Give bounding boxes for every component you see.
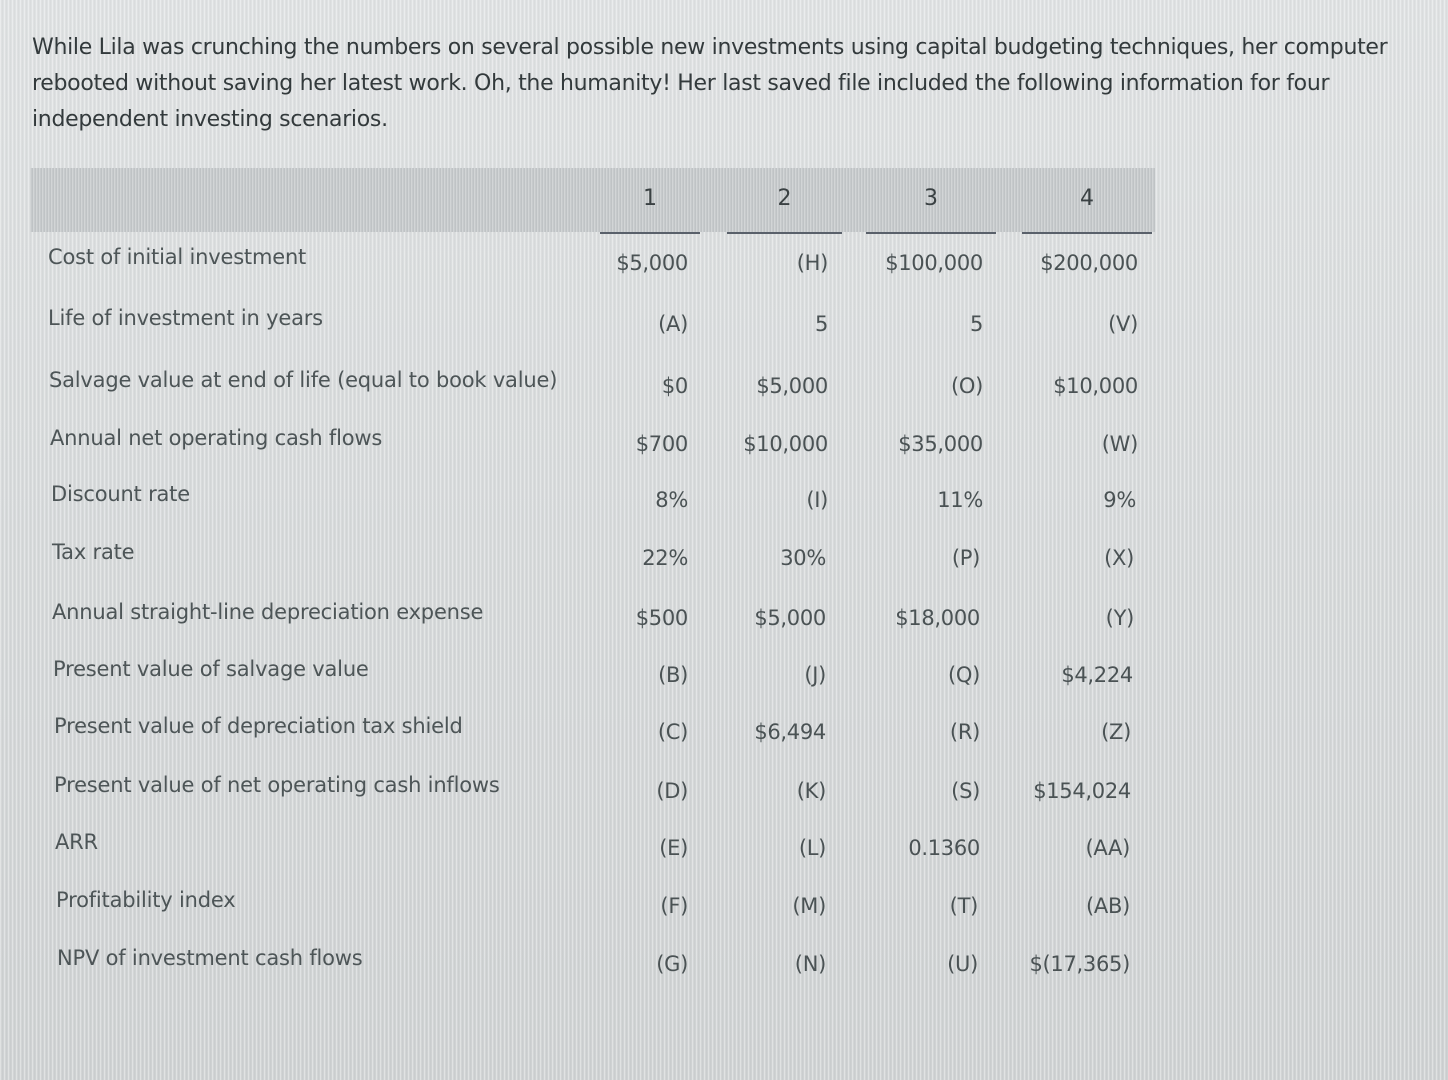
column-rule-1: [600, 232, 700, 234]
table-cell-col-2: (H): [796, 251, 828, 275]
table-cell-col-3: 5: [969, 312, 983, 336]
row-label: Present value of depreciation tax shield: [54, 714, 463, 738]
row-label: Tax rate: [52, 540, 135, 564]
table-cell-col-1: (A): [658, 312, 688, 336]
table-cell-col-3: $100,000: [885, 251, 983, 275]
column-rule-4: [1022, 232, 1152, 234]
table-cell-col-4: $(17,365): [1029, 952, 1130, 976]
row-label: Present value of net operating cash inflows: [54, 773, 500, 797]
table-cell-col-2: (N): [794, 952, 826, 976]
table-cell-col-2: (M): [792, 894, 826, 918]
table-cell-col-1: (B): [658, 663, 688, 687]
table-cell-col-4: (AB): [1086, 894, 1130, 918]
table-cell-col-2: (J): [804, 663, 826, 687]
column-rule-3: [866, 232, 996, 234]
column-header-3: 3: [924, 186, 938, 211]
table-cell-col-1: (G): [656, 952, 688, 976]
table-cell-col-4: $4,224: [1061, 663, 1133, 687]
table-cell-col-1: (D): [656, 779, 688, 803]
table-cell-col-2: 30%: [780, 546, 826, 570]
table-cell-col-4: $200,000: [1040, 251, 1138, 275]
table-cell-col-3: (O): [950, 374, 983, 398]
table-cell-col-3: (U): [947, 952, 978, 976]
column-header-2: 2: [777, 186, 792, 211]
row-label: Discount rate: [51, 482, 190, 506]
row-label: Annual net operating cash flows: [50, 426, 383, 450]
row-label: Annual straight-line depreciation expense: [52, 600, 484, 624]
row-label: Life of investment in years: [48, 306, 323, 330]
table-cell-col-4: $10,000: [1053, 374, 1138, 398]
intro-line-2: rebooted without saving her latest work. Oh, the humanity! Her last saved file included the following information for four: [32, 71, 1330, 96]
table-cell-col-2: (I): [806, 488, 828, 512]
table-cell-col-2: $5,000: [756, 374, 828, 398]
table-cell-col-1: $0: [661, 374, 688, 398]
table-cell-col-1: 22%: [642, 546, 688, 570]
intro-line-1: While Lila was crunching the numbers on several possible new investments using capital budgeting techniques, her computer: [32, 35, 1388, 60]
table-cell-col-4: (X): [1104, 546, 1134, 570]
table-cell-col-4: $154,024: [1033, 779, 1131, 803]
table-cell-col-2: $5,000: [754, 606, 826, 630]
table-cell-col-3: 11%: [937, 488, 983, 512]
table-cell-col-1: $500: [635, 606, 688, 630]
row-label: Present value of salvage value: [53, 657, 369, 681]
table-cell-col-3: (Q): [947, 663, 980, 687]
table-cell-col-2: 5: [814, 312, 828, 336]
table-cell-col-1: $5,000: [616, 251, 688, 275]
row-label: Profitability index: [56, 888, 236, 912]
table-cell-col-4: (W): [1101, 432, 1138, 456]
table-cell-col-3: 0.1360: [908, 836, 980, 860]
table-cell-col-4: (AA): [1085, 836, 1130, 860]
row-label: Salvage value at end of life (equal to book value): [49, 368, 558, 392]
table-cell-col-1: (E): [659, 836, 688, 860]
table-cell-col-2: $6,494: [754, 720, 826, 744]
table-cell-col-2: (K): [796, 779, 826, 803]
intro-line-3: independent investing scenarios.: [32, 107, 388, 132]
table-cell-col-1: (F): [660, 894, 688, 918]
row-label: NPV of investment cash flows: [57, 946, 363, 970]
table-cell-col-3: $18,000: [895, 606, 980, 630]
table-cell-col-1: (C): [657, 720, 688, 744]
table-cell-col-1: $700: [635, 432, 688, 456]
table-cell-col-3: $35,000: [898, 432, 983, 456]
table-cell-col-3: (R): [949, 720, 980, 744]
table-cell-col-3: (T): [949, 894, 978, 918]
table-cell-col-2: (L): [798, 836, 826, 860]
row-label: Cost of initial investment: [48, 245, 307, 269]
column-rule-2: [727, 232, 842, 234]
table-cell-col-3: (S): [951, 779, 980, 803]
column-header-1: 1: [643, 186, 657, 211]
table-cell-col-1: 8%: [655, 488, 688, 512]
intro-text: [32, 30, 1392, 138]
table-cell-col-4: (Y): [1105, 606, 1134, 630]
table-cell-col-4: (V): [1108, 312, 1138, 336]
table-cell-col-4: (Z): [1101, 720, 1131, 744]
table-cell-col-4: 9%: [1103, 488, 1136, 512]
table-cell-col-2: $10,000: [743, 432, 828, 456]
row-label: ARR: [55, 830, 98, 854]
table-cell-col-3: (P): [951, 546, 980, 570]
column-header-4: 4: [1080, 186, 1094, 211]
